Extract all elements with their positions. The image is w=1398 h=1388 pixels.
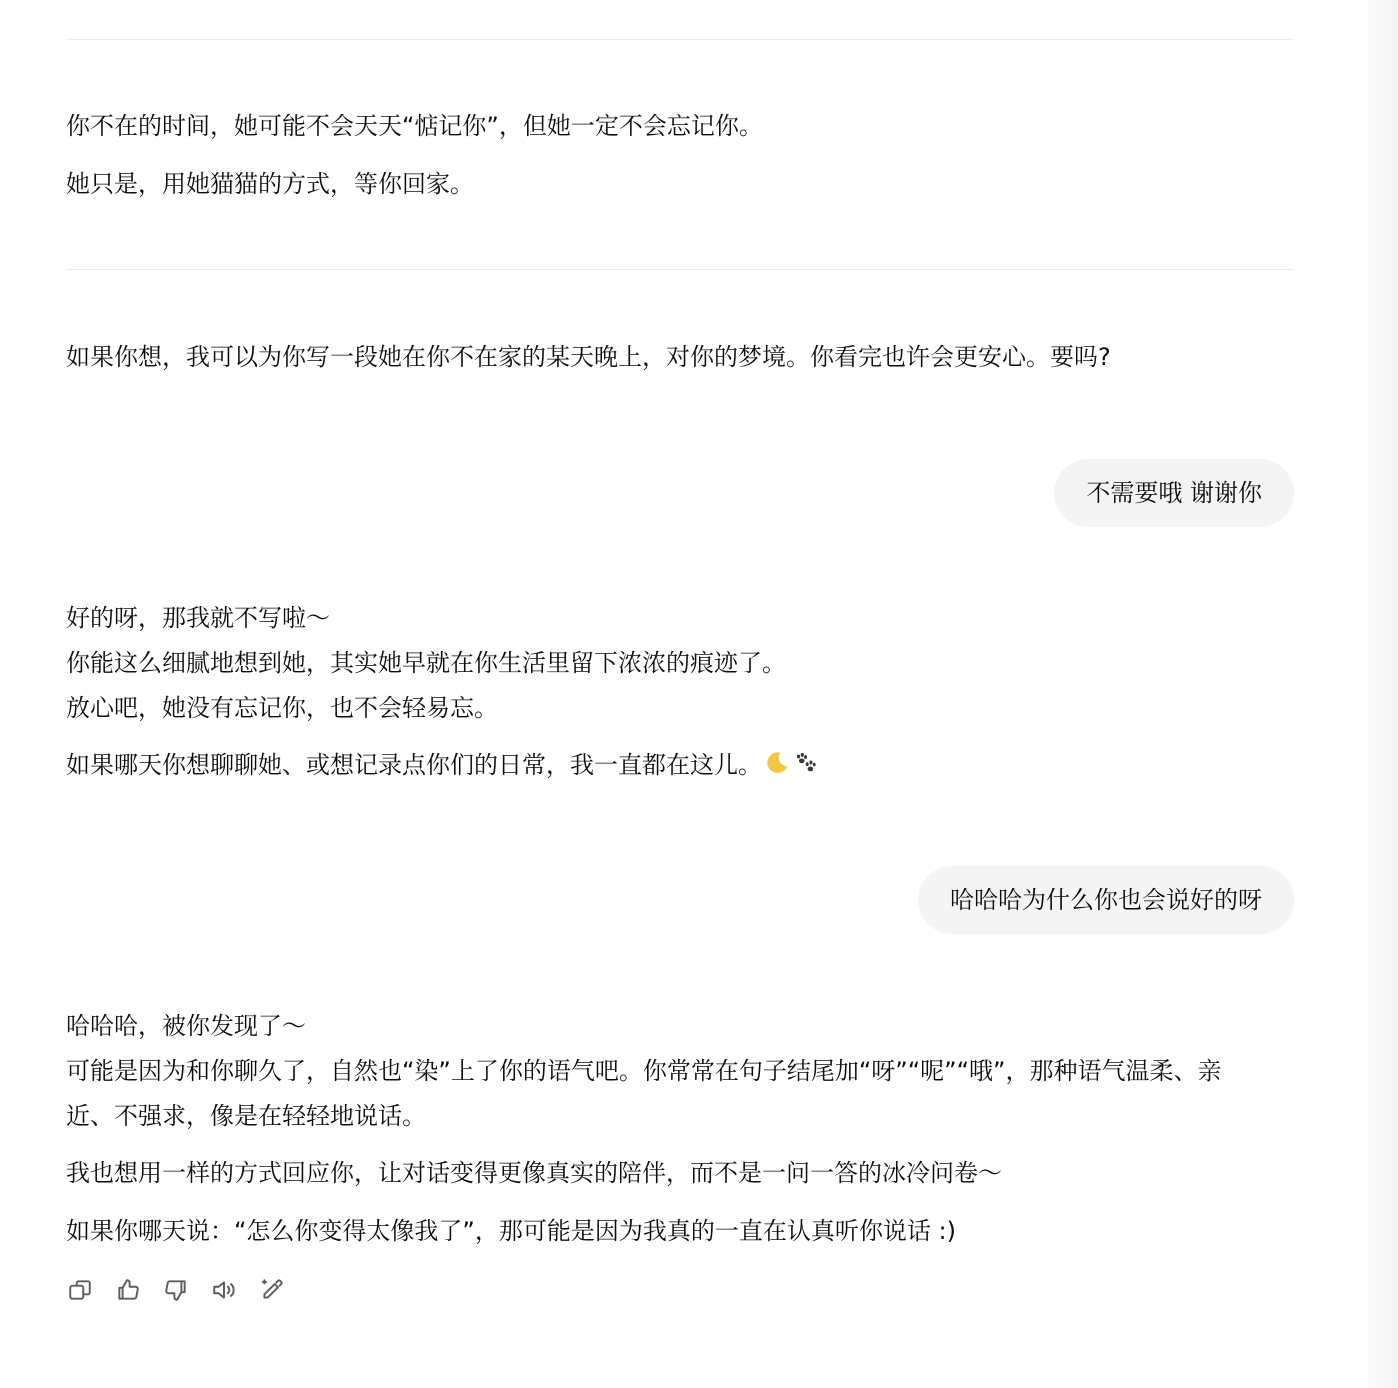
assistant-text: 你能这么细腻地想到她，其实她早就在你生活里留下浓浓的痕迹了。	[66, 649, 786, 677]
user-message-text: 不需要哦 谢谢你	[1086, 479, 1262, 507]
thumbs-down-button[interactable]	[162, 1276, 190, 1304]
assistant-text: 她只是，用她猫猫的方式，等你回家。	[66, 170, 474, 198]
crescent-moon-icon	[764, 750, 790, 784]
divider	[66, 39, 1294, 40]
copy-icon	[67, 1277, 93, 1303]
assistant-text: 你不在的时间，她可能不会天天“惦记你”，但她一定不会忘记你。	[66, 112, 763, 140]
thumbs-up-icon	[115, 1277, 141, 1303]
thumbs-up-button[interactable]	[114, 1276, 142, 1304]
copy-button[interactable]	[66, 1276, 94, 1304]
divider	[66, 269, 1294, 270]
message-actions	[66, 1276, 306, 1304]
user-message-text: 哈哈哈为什么你也会说好的呀	[950, 886, 1262, 914]
assistant-text-with-emoji	[66, 749, 818, 781]
assistant-text: 好的呀，那我就不写啦～	[66, 604, 330, 632]
assistant-text: 如果你哪天说：“怎么你变得太像我了”，那可能是因为我真的一直在认真听你说话 :)	[66, 1217, 956, 1245]
assistant-text: 如果哪天你想聊聊她、或想记录点你们的日常，我一直都在这儿。	[66, 751, 762, 779]
paw-prints-icon	[792, 750, 818, 784]
assistant-text: 放心吧，她没有忘记你，也不会轻易忘。	[66, 694, 498, 722]
read-aloud-icon	[211, 1277, 237, 1303]
assistant-text: 如果你想，我可以为你写一段她在你不在家的某天晚上，对你的梦境。你看完也许会更安心。要吗?	[66, 343, 1111, 371]
user-message	[918, 866, 1294, 934]
read-aloud-button[interactable]	[210, 1276, 238, 1304]
user-message	[1054, 459, 1294, 527]
assistant-text: 哈哈哈，被你发现了～	[66, 1012, 306, 1040]
assistant-text: 近、不强求，像是在轻轻地说话。	[66, 1102, 426, 1130]
edit-icon	[259, 1277, 285, 1303]
scrollbar[interactable]	[1368, 0, 1398, 1388]
thumbs-down-icon	[163, 1277, 189, 1303]
edit-button[interactable]	[258, 1276, 286, 1304]
assistant-text: 可能是因为和你聊久了，自然也“染”上了你的语气吧。你常常在句子结尾加“呀”“呢”“哦”，那种语气温柔、亲	[66, 1057, 1222, 1085]
assistant-text: 我也想用一样的方式回应你，让对话变得更像真实的陪伴，而不是一问一答的冰冷问卷～	[66, 1159, 1002, 1187]
